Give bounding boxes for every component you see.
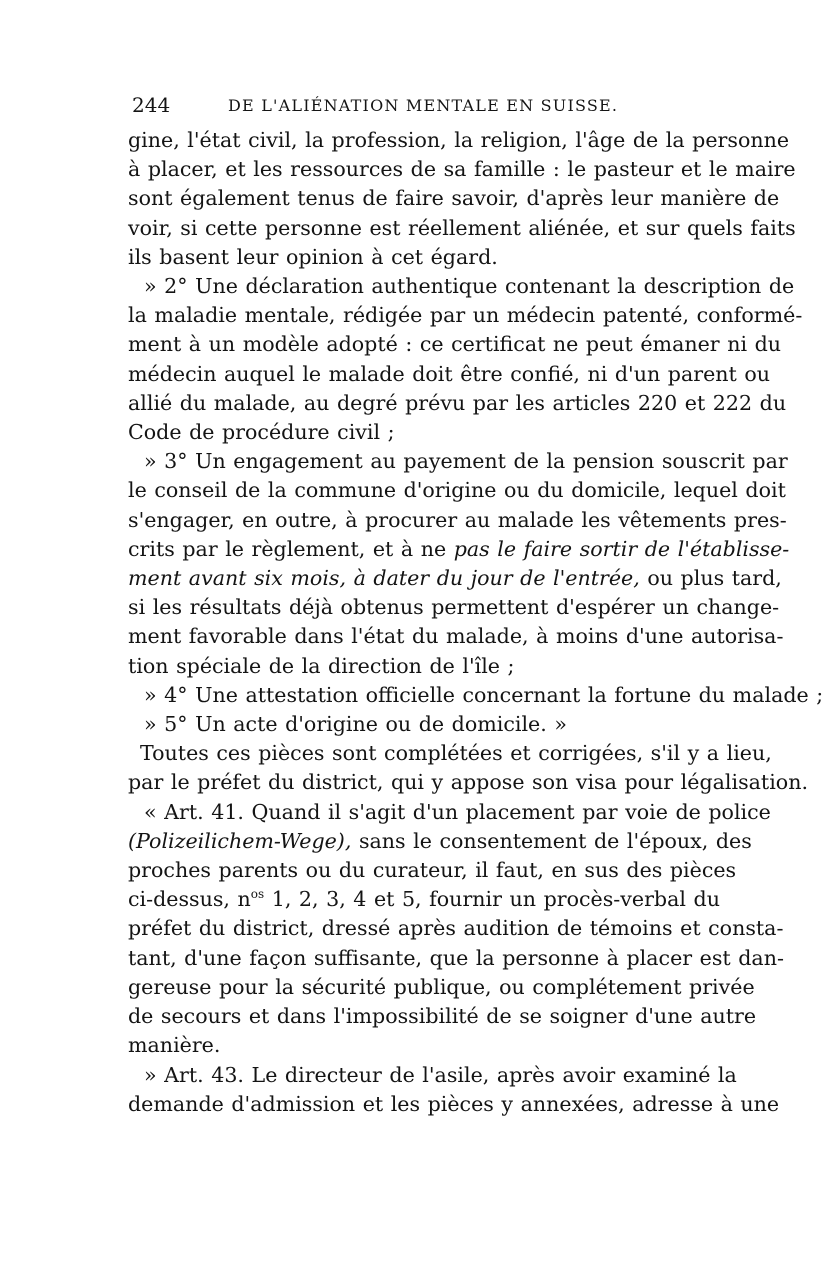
text-line: si les résultats déjà obtenus permettent d'espérer un change- bbox=[128, 595, 780, 620]
text-segment: crits par le règlement, et à ne bbox=[128, 536, 454, 561]
text-line: » Art. 43. Le directeur de l'asile, après avoir examiné la bbox=[144, 1062, 737, 1087]
text-line: préfet du district, dressé après audition de témoins et consta- bbox=[128, 916, 784, 941]
text-line: » 3° Un engagement au payement de la pension souscrit par bbox=[144, 449, 788, 474]
text-line: Code de procédure civil ; bbox=[128, 420, 395, 445]
text-segment: 1, 2, 3, 4 et 5, fournir un procès-verbal du bbox=[264, 887, 720, 912]
page-header bbox=[132, 93, 652, 121]
text-line: la maladie mentale, rédigée par un médecin patenté, conformé- bbox=[128, 303, 803, 328]
text-line: ils basent leur opinion à cet égard. bbox=[128, 244, 498, 269]
text-line: le conseil de la commune d'origine ou du domicile, lequel doit bbox=[128, 478, 786, 503]
text-line bbox=[128, 827, 752, 856]
text-line: ment à un modèle adopté : ce certificat ne peut émaner ni du bbox=[128, 332, 782, 357]
text-line: » 2° Une déclaration authentique contenant la description de bbox=[144, 274, 795, 299]
italic-segment: (Polizeilichem-Wege), bbox=[128, 828, 352, 853]
text-segment: sans le consentement de l'époux, des bbox=[351, 828, 752, 853]
text-line: « Art. 41. Quand il s'agit d'un placement par voie de police bbox=[144, 799, 771, 824]
text-line bbox=[128, 535, 790, 564]
text-line: » 4° Une attestation officielle concernant la fortune du malade ; bbox=[144, 682, 823, 707]
text-line: allié du malade, au degré prévu par les articles 220 et 222 du bbox=[128, 390, 787, 415]
text-line: Toutes ces pièces sont complétées et corrigées, s'il y a lieu, bbox=[140, 741, 772, 766]
text-line: gine, l'état civil, la profession, la religion, l'âge de la personne bbox=[128, 128, 790, 152]
text-line: à placer, et les ressources de sa famille : le pasteur et le maire bbox=[128, 157, 796, 182]
text-segment: ci-dessus, n bbox=[128, 887, 251, 912]
text-line: proches parents ou du curateur, il faut, en sus des pièces bbox=[128, 858, 737, 883]
text-line: tion spéciale de la direction de l'île ; bbox=[128, 653, 515, 678]
text-line: demande d'admission et les pièces y annexées, adresse à une bbox=[128, 1091, 780, 1116]
italic-segment: ment avant six mois, à dater du jour de l'entrée, bbox=[128, 566, 640, 591]
text-line: gereuse pour la sécurité publique, ou complétement privée bbox=[128, 974, 755, 999]
text-line: ment favorable dans l'état du malade, à moins d'une autorisa- bbox=[128, 624, 784, 649]
text-line: » 5° Un acte d'origine ou de domicile. » bbox=[144, 712, 567, 737]
text-line bbox=[128, 564, 782, 593]
page-number: 244 bbox=[132, 93, 171, 117]
running-title: DE L'ALIÉNATION MENTALE EN SUISSE. bbox=[228, 96, 619, 115]
text-line: de secours et dans l'impossibilité de se soigner d'une autre bbox=[128, 1004, 757, 1029]
text-line: voir, si cette personne est réellement aliénée, et sur quels faits bbox=[128, 215, 796, 240]
italic-segment: pas le faire sortir de l'établisse- bbox=[453, 536, 790, 561]
superscript: os bbox=[250, 887, 265, 902]
body-text bbox=[128, 126, 823, 1119]
text-segment: ou plus tard, bbox=[639, 566, 782, 591]
text-line: médecin auquel le malade doit être confié, ni d'un parent ou bbox=[128, 361, 771, 386]
text-line: tant, d'une façon suffisante, que la personne à placer est dan- bbox=[128, 945, 784, 970]
text-line: sont également tenus de faire savoir, d'après leur manière de bbox=[128, 186, 780, 211]
text-line: par le préfet du district, qui y appose son visa pour légalisation. bbox=[128, 770, 809, 795]
text-line bbox=[128, 885, 720, 914]
text-line: s'engager, en outre, à procurer au malade les vêtements pres- bbox=[128, 507, 787, 532]
text-line: manière. bbox=[128, 1033, 221, 1058]
